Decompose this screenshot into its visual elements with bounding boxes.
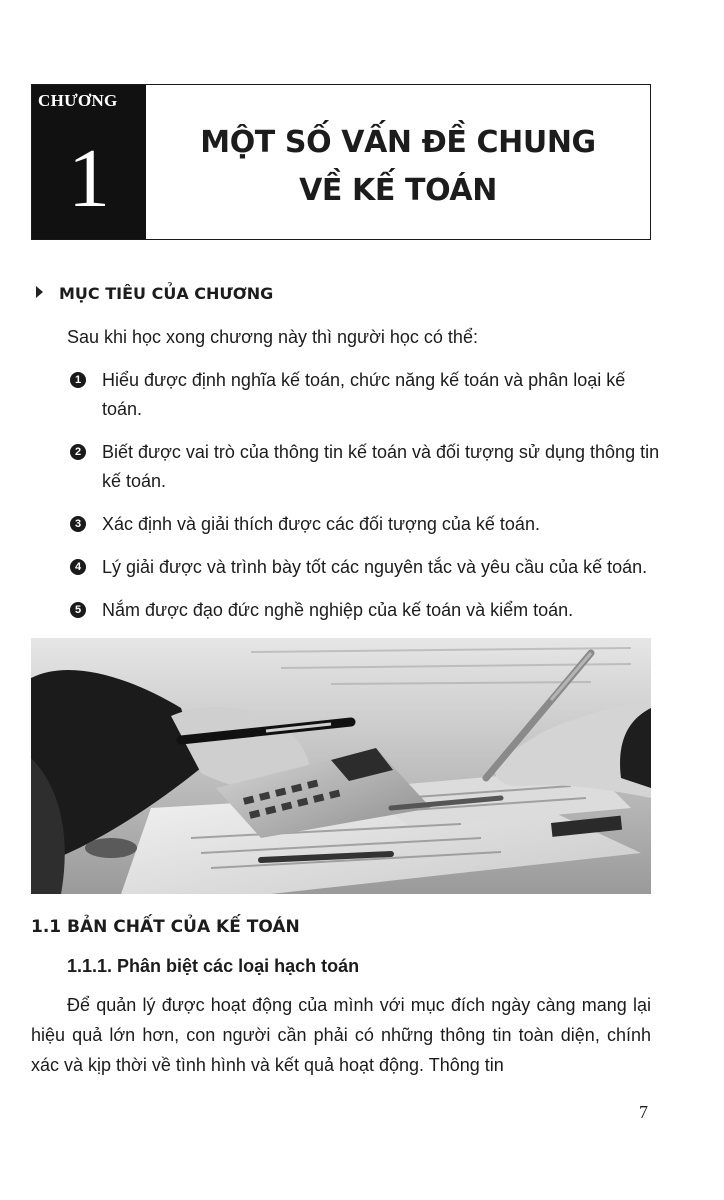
number-badge-icon: 4 <box>70 559 86 575</box>
chapter-header <box>31 84 651 240</box>
objective-item <box>70 438 660 496</box>
objective-text: Hiểu được định nghĩa kế toán, chức năng kế toán và phân loại kế toán. <box>102 370 626 419</box>
number-badge-icon: 5 <box>70 602 86 618</box>
objective-item <box>70 510 660 539</box>
objectives-heading <box>36 284 273 303</box>
chapter-label: CHƯƠNG <box>38 91 118 110</box>
chapter-title-line-2: VỀ KẾ TOÁN <box>299 173 497 208</box>
objective-item <box>70 366 660 424</box>
chapter-title <box>146 119 650 215</box>
objective-item <box>70 553 660 582</box>
chapter-number-block <box>32 85 146 239</box>
objective-text: Xác định và giải thích được các đối tượng của kế toán. <box>102 514 540 534</box>
section-heading: 1.1 BẢN CHẤT CỦA KẾ TOÁN <box>31 917 300 937</box>
accounting-photo <box>31 638 651 894</box>
chapter-number: 1 <box>68 132 110 225</box>
number-badge-icon: 2 <box>70 444 86 460</box>
objective-text: Nắm được đạo đức nghề nghiệp của kế toán và kiểm toán. <box>102 600 574 620</box>
body-paragraph: Để quản lý được hoạt động của mình với mục đích ngày càng mang lại hiệu quả lớn hơn, con người cần phải có những thông tin toàn diện, chính xác và kịp thời về tình hình và kết quả hoạt động. Thông tin <box>31 995 651 1075</box>
triangle-bullet-icon <box>36 286 43 298</box>
objectives-intro: Sau khi học xong chương này thì người học có thể: <box>67 327 478 347</box>
objective-text: Biết được vai trò của thông tin kế toán và đối tượng sử dụng thông tin kế toán. <box>102 442 660 491</box>
number-badge-icon: 1 <box>70 372 86 388</box>
number-badge-icon: 3 <box>70 516 86 532</box>
page-number: 7 <box>639 1102 648 1122</box>
subsection-heading: 1.1.1. Phân biệt các loại hạch toán <box>67 956 360 976</box>
objectives-list <box>70 366 660 639</box>
objective-text: Lý giải được và trình bày tốt các nguyên tắc và yêu cầu của kế toán. <box>102 557 648 577</box>
objectives-heading-text: MỤC TIÊU CỦA CHƯƠNG <box>59 284 274 303</box>
chapter-title-line-1: MỘT SỐ VẤN ĐỀ CHUNG <box>200 125 596 160</box>
objective-item <box>70 596 660 625</box>
